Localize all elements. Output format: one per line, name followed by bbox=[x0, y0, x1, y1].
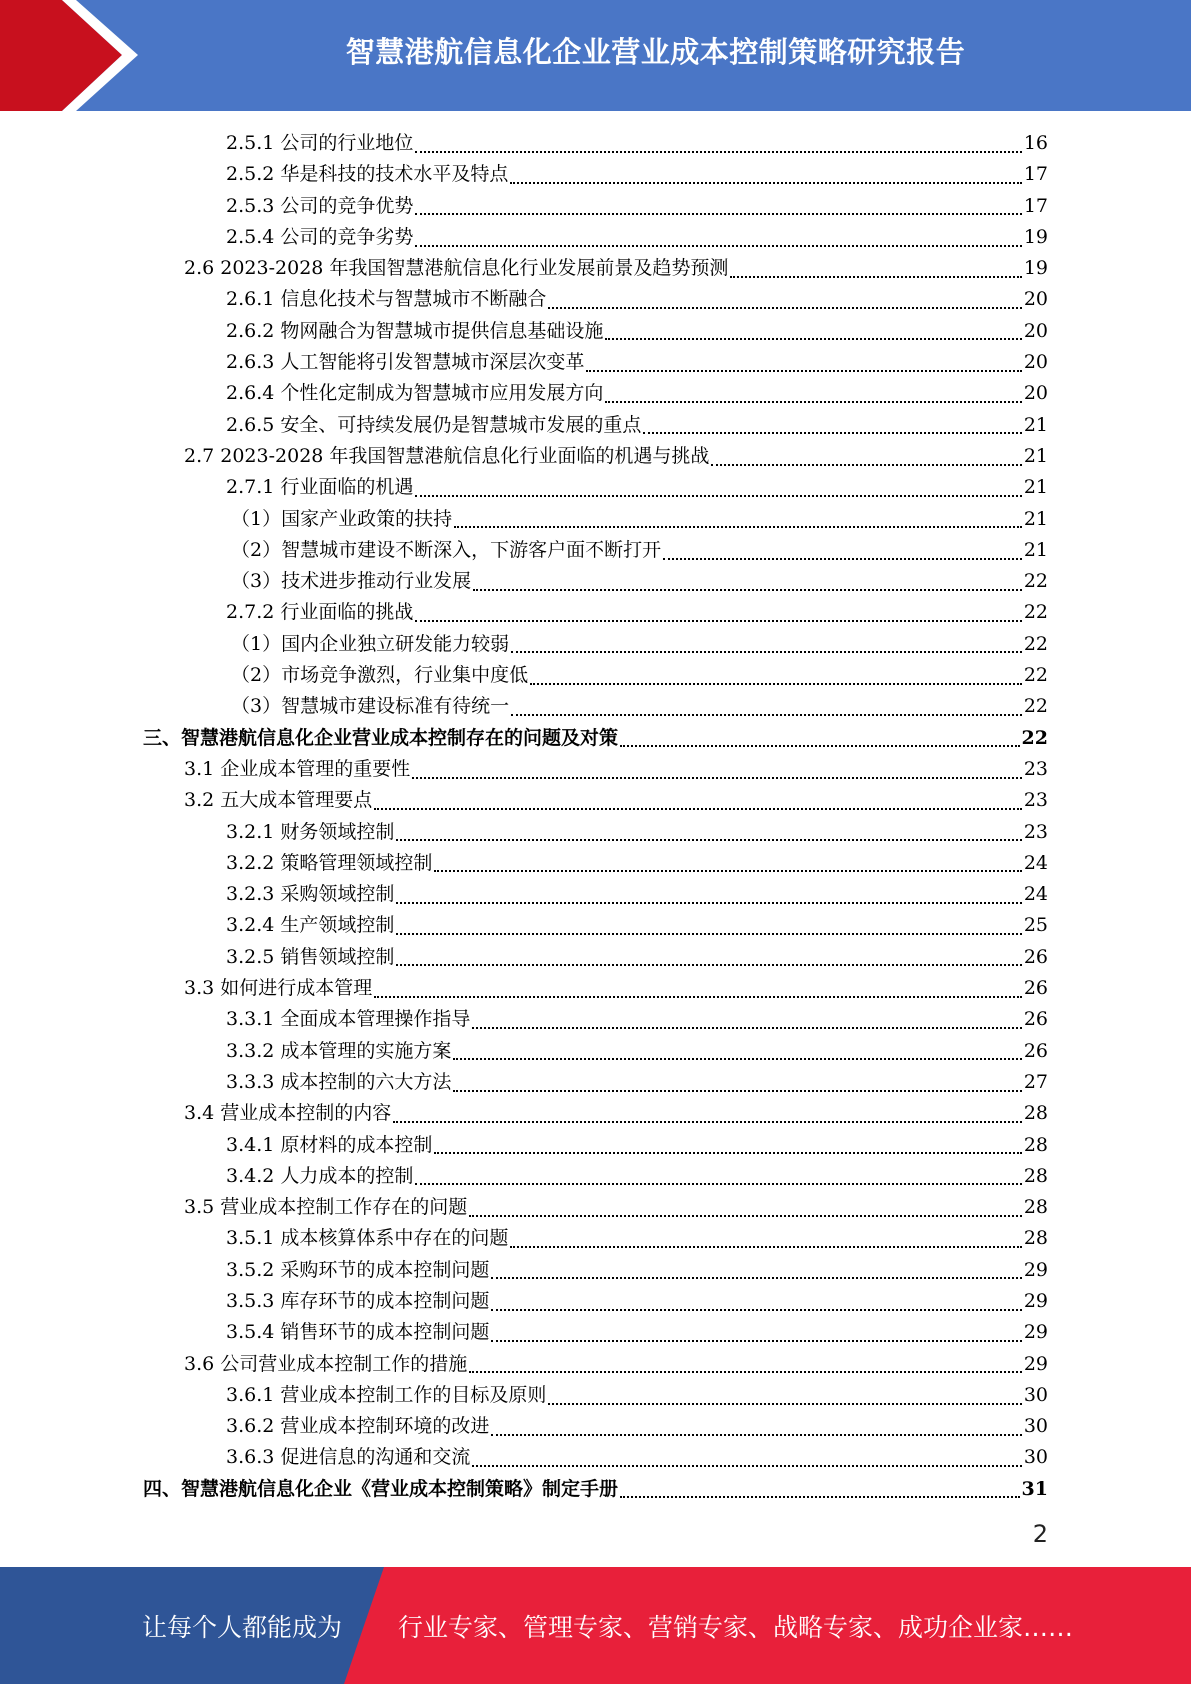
toc-entry[interactable] bbox=[143, 535, 1048, 566]
report-title: 智慧港航信息化企业营业成本控制策略研究报告 bbox=[345, 34, 966, 69]
toc-entry-page: 30 bbox=[1023, 1446, 1048, 1469]
toc-dot-leader bbox=[453, 1058, 1021, 1060]
toc-dot-leader bbox=[491, 1340, 1021, 1342]
toc-entry[interactable] bbox=[143, 723, 1048, 754]
toc-entry-page: 17 bbox=[1023, 163, 1048, 186]
toc-entry-label: 3.6.3 促进信息的沟通和交流 bbox=[226, 1446, 471, 1469]
toc-entry-label: （1）国内企业独立研发能力较弱 bbox=[231, 632, 510, 655]
toc-entry[interactable] bbox=[143, 1130, 1048, 1161]
toc-entry-label: 3.5.2 采购环节的成本控制问题 bbox=[226, 1258, 490, 1281]
toc-entry-page: 21 bbox=[1023, 413, 1048, 436]
toc-dot-leader bbox=[412, 777, 1022, 779]
toc-dot-leader bbox=[510, 182, 1021, 184]
toc-entry[interactable] bbox=[143, 222, 1048, 253]
toc-entry-page: 28 bbox=[1023, 1102, 1048, 1125]
toc-entry-page: 29 bbox=[1023, 1352, 1048, 1375]
toc-dot-leader bbox=[620, 1496, 1020, 1498]
toc-entry-label: 2.7.2 行业面临的挑战 bbox=[226, 601, 414, 624]
toc-dot-leader bbox=[663, 558, 1022, 560]
toc-entry-label: 3.3 如何进行成本管理 bbox=[184, 977, 373, 1000]
toc-dot-leader bbox=[434, 870, 1021, 872]
toc-entry-label: （1）国家产业政策的扶持 bbox=[231, 507, 453, 530]
toc-entry[interactable] bbox=[143, 253, 1048, 284]
toc-dot-leader bbox=[605, 338, 1021, 340]
page-header bbox=[0, 0, 1191, 111]
toc-entry-label: 2.6 2023-2028 年我国智慧港航信息化行业发展前景及趋势预测 bbox=[184, 257, 729, 280]
toc-entry-label: 2.6.3 人工智能将引发智慧城市深层次变革 bbox=[226, 351, 585, 374]
toc-entry-label: 3.2.5 销售领域控制 bbox=[226, 945, 395, 968]
toc-entry[interactable] bbox=[143, 347, 1048, 378]
toc-entry-label: 3.4 营业成本控制的内容 bbox=[184, 1102, 392, 1125]
toc-dot-leader bbox=[491, 1434, 1021, 1436]
toc-dot-leader bbox=[472, 1465, 1021, 1467]
toc-entry[interactable] bbox=[143, 504, 1048, 535]
toc-entry-page: 29 bbox=[1023, 1321, 1048, 1344]
toc-entry[interactable] bbox=[143, 1036, 1048, 1067]
toc-entry-page: 30 bbox=[1023, 1415, 1048, 1438]
toc-entry-page: 28 bbox=[1023, 1196, 1048, 1219]
toc-entry-page: 26 bbox=[1023, 1039, 1048, 1062]
toc-dot-leader bbox=[586, 370, 1021, 372]
toc-entry-label: （3）技术进步推动行业发展 bbox=[231, 570, 472, 593]
toc-entry-page: 26 bbox=[1023, 977, 1048, 1000]
toc-entry-page: 30 bbox=[1023, 1383, 1048, 1406]
toc-dot-leader bbox=[711, 464, 1021, 466]
toc-entry[interactable] bbox=[143, 785, 1048, 816]
toc-entry-label: 3.3.1 全面成本管理操作指导 bbox=[226, 1008, 471, 1031]
page-footer bbox=[0, 1567, 1191, 1684]
toc-entry-label: 2.7 2023-2028 年我国智慧港航信息化行业面临的机遇与挑战 bbox=[184, 444, 710, 467]
toc-entry[interactable] bbox=[143, 1349, 1048, 1380]
toc-dot-leader bbox=[473, 589, 1022, 591]
toc-entry-page: 23 bbox=[1023, 789, 1048, 812]
toc-entry-label: 2.6.2 物网融合为智慧城市提供信息基础设施 bbox=[226, 319, 604, 342]
toc-dot-leader bbox=[620, 745, 1020, 747]
toc-entry-label: 3.2 五大成本管理要点 bbox=[184, 789, 373, 812]
toc-entry-page: 22 bbox=[1021, 726, 1048, 749]
toc-dot-leader bbox=[472, 1027, 1021, 1029]
toc-dot-leader bbox=[453, 1090, 1021, 1092]
toc-entry[interactable] bbox=[143, 597, 1048, 628]
toc-entry-label: 2.5.1 公司的行业地位 bbox=[226, 132, 414, 154]
toc-dot-leader bbox=[469, 1371, 1022, 1373]
toc-entry-page: 23 bbox=[1023, 757, 1048, 780]
toc-entry-page: 31 bbox=[1021, 1477, 1048, 1500]
footer-slogan-right: 行业专家、管理专家、营销专家、战略专家、成功企业家…… bbox=[398, 1612, 1074, 1642]
toc-entry-label: （2）智慧城市建设不断深入，下游客户面不断打开 bbox=[231, 538, 662, 561]
toc-dot-leader bbox=[415, 1183, 1021, 1185]
toc-entry-page: 26 bbox=[1023, 945, 1048, 968]
toc-entry-label: 3.1 企业成本管理的重要性 bbox=[184, 757, 411, 780]
toc-entry[interactable] bbox=[143, 1255, 1048, 1286]
toc-dot-leader bbox=[415, 151, 1021, 153]
toc-entry-page: 20 bbox=[1023, 351, 1048, 374]
toc-entry[interactable] bbox=[143, 1474, 1048, 1505]
toc-entry-page: 26 bbox=[1023, 1008, 1048, 1031]
toc-entry-label: 2.5.2 华是科技的技术水平及特点 bbox=[226, 163, 509, 186]
toc-entry[interactable] bbox=[143, 1442, 1048, 1473]
toc-entry-page: 20 bbox=[1023, 288, 1048, 311]
toc-entry[interactable] bbox=[143, 754, 1048, 785]
toc-entry[interactable] bbox=[143, 566, 1048, 597]
toc-dot-leader bbox=[415, 620, 1021, 622]
toc-entry-page: 28 bbox=[1023, 1227, 1048, 1250]
toc-dot-leader bbox=[374, 808, 1022, 810]
toc-dot-leader bbox=[415, 213, 1021, 215]
toc-entry-page: 28 bbox=[1023, 1133, 1048, 1156]
toc-entry-label: 3.4.1 原材料的成本控制 bbox=[226, 1133, 433, 1156]
toc-entry[interactable] bbox=[143, 1317, 1048, 1348]
toc-entry-label: 3.2.2 策略管理领域控制 bbox=[226, 851, 433, 874]
toc-dot-leader bbox=[510, 1246, 1021, 1248]
toc-entry-label: 3.6.2 营业成本控制环境的改进 bbox=[226, 1415, 490, 1438]
toc-entry-page: 19 bbox=[1023, 225, 1048, 248]
toc-entry-label: 3.5.1 成本核算体系中存在的问题 bbox=[226, 1227, 509, 1250]
toc-dot-leader bbox=[643, 432, 1021, 434]
toc-entry-label: 3.6.1 营业成本控制工作的目标及原则 bbox=[226, 1383, 547, 1406]
toc-entry[interactable] bbox=[143, 1286, 1048, 1317]
toc-entry-page: 29 bbox=[1023, 1289, 1048, 1312]
toc-entry[interactable] bbox=[143, 879, 1048, 910]
toc-entry-page: 19 bbox=[1023, 257, 1048, 280]
toc-entry-label: 2.6.4 个性化定制成为智慧城市应用发展方向 bbox=[226, 382, 604, 405]
toc-dot-leader bbox=[434, 1152, 1021, 1154]
toc-entry-page: 24 bbox=[1023, 851, 1048, 874]
table-of-contents bbox=[143, 128, 1048, 1505]
toc-dot-leader bbox=[730, 276, 1021, 278]
toc-entry-label: 3.3.3 成本控制的六大方法 bbox=[226, 1070, 452, 1093]
toc-entry-page: 25 bbox=[1023, 914, 1048, 937]
toc-entry-page: 20 bbox=[1023, 382, 1048, 405]
toc-dot-leader bbox=[469, 1215, 1022, 1217]
toc-entry-page: 22 bbox=[1023, 570, 1048, 593]
toc-entry-label: 2.6.1 信息化技术与智慧城市不断融合 bbox=[226, 288, 547, 311]
toc-entry-page: 24 bbox=[1023, 883, 1048, 906]
toc-entry-label: 3.5 营业成本控制工作存在的问题 bbox=[184, 1196, 468, 1219]
toc-entry[interactable] bbox=[143, 629, 1048, 660]
toc-entry-label: （3）智慧城市建设标准有待统一 bbox=[231, 695, 510, 718]
toc-dot-leader bbox=[548, 307, 1021, 309]
toc-dot-leader bbox=[415, 245, 1021, 247]
toc-entry-page: 21 bbox=[1023, 444, 1048, 467]
toc-entry[interactable] bbox=[143, 1411, 1048, 1442]
toc-entry[interactable] bbox=[143, 128, 1048, 159]
toc-entry-page: 21 bbox=[1023, 538, 1048, 561]
toc-dot-leader bbox=[491, 1277, 1021, 1279]
toc-entry[interactable] bbox=[143, 410, 1048, 441]
toc-entry-page: 16 bbox=[1023, 132, 1048, 154]
toc-dot-leader bbox=[396, 902, 1021, 904]
toc-entry-label: 3.2.3 采购领域控制 bbox=[226, 883, 395, 906]
toc-entry-label: 四、智慧港航信息化企业《营业成本控制策略》制定手册 bbox=[143, 1477, 619, 1500]
toc-entry-label: 3.4.2 人力成本的控制 bbox=[226, 1164, 414, 1187]
toc-entry[interactable] bbox=[143, 691, 1048, 722]
toc-entry-page: 22 bbox=[1023, 664, 1048, 687]
toc-entry[interactable] bbox=[143, 159, 1048, 190]
toc-entry[interactable] bbox=[143, 441, 1048, 472]
toc-dot-leader bbox=[374, 996, 1022, 998]
toc-dot-leader bbox=[396, 839, 1021, 841]
toc-entry-page: 20 bbox=[1023, 319, 1048, 342]
toc-dot-leader bbox=[491, 1309, 1021, 1311]
page-number: 2 bbox=[1032, 1520, 1048, 1548]
toc-entry[interactable] bbox=[143, 660, 1048, 691]
toc-entry[interactable] bbox=[143, 942, 1048, 973]
toc-entry[interactable] bbox=[143, 1380, 1048, 1411]
toc-entry[interactable] bbox=[143, 316, 1048, 347]
toc-dot-leader bbox=[393, 1121, 1022, 1123]
toc-entry[interactable] bbox=[143, 848, 1048, 879]
toc-entry[interactable] bbox=[143, 191, 1048, 222]
toc-entry[interactable] bbox=[143, 1067, 1048, 1098]
toc-entry-page: 22 bbox=[1023, 695, 1048, 718]
toc-dot-leader bbox=[396, 964, 1021, 966]
header-arrow-decoration bbox=[0, 0, 150, 111]
toc-entry-page: 21 bbox=[1023, 507, 1048, 530]
toc-entry[interactable] bbox=[143, 1004, 1048, 1035]
toc-entry-page: 22 bbox=[1023, 601, 1048, 624]
toc-dot-leader bbox=[415, 495, 1021, 497]
toc-dot-leader bbox=[605, 401, 1021, 403]
toc-entry[interactable] bbox=[143, 910, 1048, 941]
toc-dot-leader bbox=[530, 683, 1022, 685]
footer-slogan-left: 让每个人都能成为 bbox=[142, 1612, 343, 1642]
toc-entry[interactable] bbox=[143, 472, 1048, 503]
toc-entry[interactable] bbox=[143, 284, 1048, 315]
toc-dot-leader bbox=[511, 651, 1022, 653]
toc-entry[interactable] bbox=[143, 1192, 1048, 1223]
toc-entry-label: 3.5.4 销售环节的成本控制问题 bbox=[226, 1321, 490, 1344]
toc-entry-label: 2.7.1 行业面临的机遇 bbox=[226, 476, 414, 499]
toc-dot-leader bbox=[454, 526, 1022, 528]
toc-entry-label: 3.5.3 库存环节的成本控制问题 bbox=[226, 1289, 490, 1312]
toc-entry[interactable] bbox=[143, 378, 1048, 409]
toc-entry[interactable] bbox=[143, 1098, 1048, 1129]
toc-entry-page: 22 bbox=[1023, 632, 1048, 655]
toc-entry-page: 17 bbox=[1023, 194, 1048, 217]
toc-dot-leader bbox=[548, 1403, 1021, 1405]
toc-entry-page: 29 bbox=[1023, 1258, 1048, 1281]
toc-entry-page: 23 bbox=[1023, 820, 1048, 843]
toc-entry[interactable] bbox=[143, 817, 1048, 848]
toc-entry[interactable] bbox=[143, 1161, 1048, 1192]
toc-dot-leader bbox=[396, 933, 1021, 935]
toc-entry-label: 3.3.2 成本管理的实施方案 bbox=[226, 1039, 452, 1062]
toc-entry[interactable] bbox=[143, 973, 1048, 1004]
toc-entry-label: 3.2.4 生产领域控制 bbox=[226, 914, 395, 937]
toc-entry-label: 2.5.4 公司的竞争劣势 bbox=[226, 225, 414, 248]
toc-entry-page: 21 bbox=[1023, 476, 1048, 499]
toc-entry-label: 3.6 公司营业成本控制工作的措施 bbox=[184, 1352, 468, 1375]
toc-entry-page: 28 bbox=[1023, 1164, 1048, 1187]
toc-entry-label: 3.2.1 财务领域控制 bbox=[226, 820, 395, 843]
toc-entry[interactable] bbox=[143, 1223, 1048, 1254]
toc-entry-label: 三、智慧港航信息化企业营业成本控制存在的问题及对策 bbox=[143, 726, 619, 749]
toc-entry-label: 2.5.3 公司的竞争优势 bbox=[226, 194, 414, 217]
toc-dot-leader bbox=[511, 714, 1022, 716]
toc-entry-page: 27 bbox=[1023, 1070, 1048, 1093]
toc-entry-label: （2）市场竞争激烈，行业集中度低 bbox=[231, 664, 529, 687]
toc-entry-label: 2.6.5 安全、可持续发展仍是智慧城市发展的重点 bbox=[226, 413, 642, 436]
